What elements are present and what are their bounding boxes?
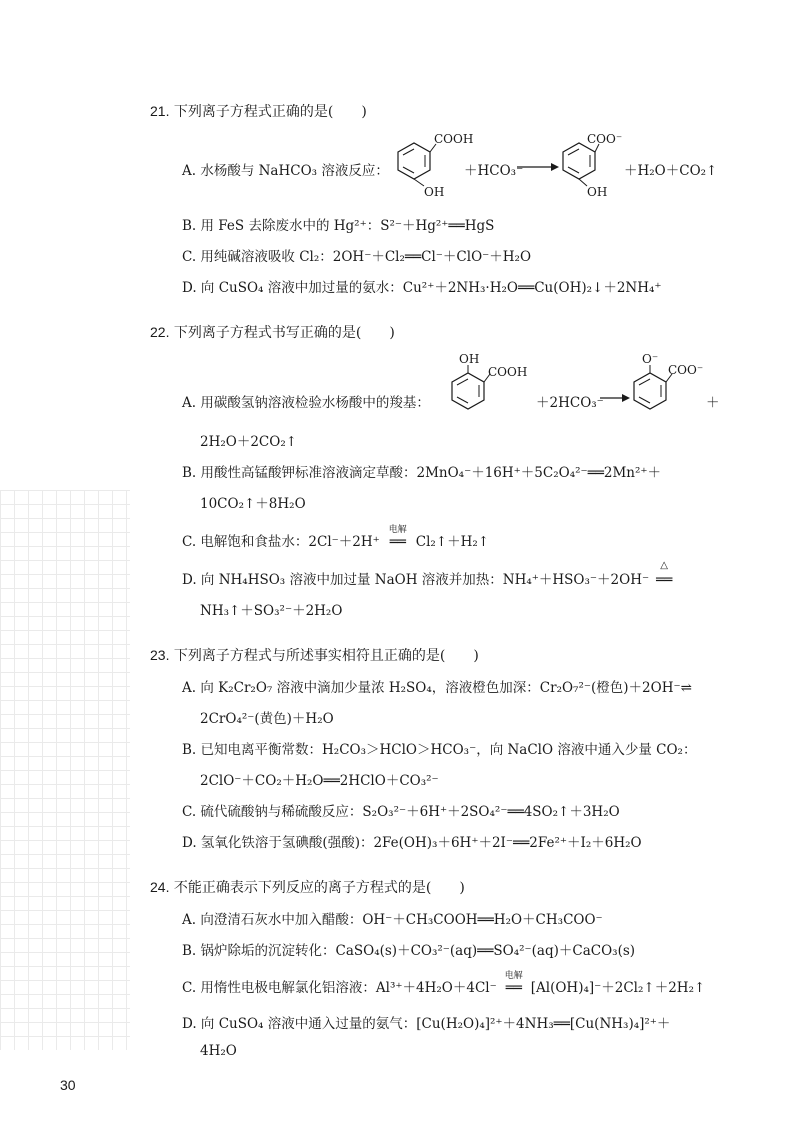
question-number: 24.: [150, 879, 170, 895]
question-22-stem: [150, 322, 395, 342]
q22-option-d-label: D. 向 NH₄HSO₃ 溶液中加过量 NaOH 溶液并加热：NH₄⁺＋HSO₃⁻＋2OH⁻: [182, 572, 650, 588]
reactant-group-label: COOH: [488, 365, 528, 379]
q22-option-d-cont: NH₃↑＋SO₃²⁻＋2H₂O: [200, 603, 343, 619]
q21-option-b: B. 用 FeS 去除废水中的 Hg²⁺：S²⁻＋Hg²⁺══HgS: [182, 218, 495, 234]
question-21-stem: [150, 101, 367, 121]
question-number: 23.: [150, 647, 170, 663]
q23-option-a-cont: 2CrO₄²⁻(黄色)＋H₂O: [200, 711, 334, 727]
product-oh-label: OH: [587, 185, 608, 199]
q22-option-a-mid: ＋2HCO₃⁻: [536, 395, 604, 411]
q23-option-c: C. 硫代硫酸钠与稀硫酸反应：S₂O₃²⁻＋6H⁺＋2SO₄²⁻══4SO₂↑＋3H₂O: [182, 804, 620, 820]
question-text: 下列离子方程式书写正确的是( ): [173, 325, 395, 341]
q21-option-c: C. 用纯碱溶液吸收 Cl₂：2OH⁻＋Cl₂══Cl⁻＋ClO⁻＋H₂O: [182, 249, 532, 265]
q23-option-b: B. 已知电离平衡常数：H₂CO₃＞HClO＞HCO₃⁻，向 NaClO 溶液中通入少量 CO₂：: [182, 742, 697, 758]
q23-option-b-cont: 2ClO⁻＋CO₂＋H₂O══2HClO＋CO₃²⁻: [200, 773, 439, 789]
page-number: 30: [60, 1077, 76, 1093]
question-23-stem: [150, 645, 479, 665]
q22-option-a-cont: 2H₂O＋2CO₂↑: [200, 434, 298, 450]
q24-option-c-label: C. 用惰性电极电解氯化铝溶液：Al³⁺＋4H₂O＋4Cl⁻: [182, 980, 497, 996]
question-text: 不能正确表示下列反应的离子方程式的是( ): [173, 880, 465, 896]
q24-option-d: D. 向 CuSO₄ 溶液中通入过量的氨气：[Cu(H₂O)₄]²⁺＋4NH₃══[Cu(NH₃)₄]²⁺＋: [182, 1016, 671, 1032]
q21-option-a-tail: ＋H₂O＋CO₂↑: [624, 163, 718, 179]
q23-option-a: A. 向 K₂Cr₂O₇ 溶液中滴加少量浓 H₂SO₄，溶液橙色加深：Cr₂O₇²⁻(橙色)＋2OH⁻⇌: [182, 680, 692, 696]
q21-option-a-mid: ＋HCO₃⁻: [464, 163, 524, 179]
question-number: 22.: [150, 324, 170, 340]
electrolysis-condition: 电解: [388, 525, 407, 535]
reaction-arrow-and-product: [517, 130, 627, 200]
q24-option-d-cont: 4H₂O: [200, 1043, 237, 1059]
q22-option-b-cont: 10CO₂↑＋8H₂O: [200, 496, 306, 512]
q22-option-b: B. 用酸性高锰酸钾标准溶液滴定草酸：2MnO₄⁻＋16H⁺＋5C₂O₄²⁻══2Mn²⁺＋: [182, 465, 662, 481]
q22-option-c: C. 电解饱和食盐水：2Cl⁻＋2H⁺ 电解 ══ Cl₂↑＋H₂↑: [182, 530, 489, 550]
question-24-stem: [150, 877, 465, 897]
salicylic-acid-structure: [376, 130, 474, 200]
q22-option-c-tail: Cl₂↑＋H₂↑: [415, 534, 490, 550]
reactant-oh-label: OH: [424, 185, 445, 199]
electrolysis-condition: 电解: [504, 971, 523, 981]
reactant-oh-label: OH: [459, 352, 480, 366]
question-text: 下列离子方程式正确的是( ): [173, 104, 367, 120]
q22-option-c-label: C. 电解饱和食盐水：2Cl⁻＋2H⁺: [182, 534, 380, 550]
product-o-label: O⁻: [642, 352, 659, 366]
q22-option-d: D. 向 NH₄HSO₃ 溶液中加过量 NaOH 溶液并加热：NH₄⁺＋HSO₃⁻＋2OH⁻ △ ══: [182, 568, 679, 588]
q22-option-a-plus: ＋: [706, 395, 720, 411]
salicylic-acid-structure: [444, 352, 544, 422]
q23-option-d: D. 氢氧化铁溶于氢碘酸(强酸)：2Fe(OH)₃＋6H⁺＋2I⁻══2Fe²⁺＋I₂＋6H₂O: [182, 835, 642, 851]
heat-condition: △: [660, 560, 668, 571]
q22-option-a-label: A. 用碳酸氢钠溶液检验水杨酸中的羧基：: [182, 395, 430, 411]
reactant-group-label: COOH: [434, 132, 474, 146]
question-number: 21.: [150, 103, 170, 119]
product-group-label: COO⁻: [668, 363, 704, 377]
q24-option-b: B. 锅炉除垢的沉淀转化：CaSO₄(s)＋CO₃²⁻(aq)══SO₄²⁻(aq)＋CaCO₃(s): [182, 943, 636, 959]
q21-option-a-label: A. 水杨酸与 NaHCO₃ 溶液反应：: [182, 163, 389, 179]
question-text: 下列离子方程式与所述事实相符且正确的是( ): [173, 648, 479, 664]
q24-option-a: A. 向澄清石灰水中加入醋酸：OH⁻＋CH₃COOH══H₂O＋CH₃COO⁻: [182, 912, 603, 928]
reaction-arrow-and-product: [600, 352, 705, 422]
q24-option-c: C. 用惰性电极电解氯化铝溶液：Al³⁺＋4H₂O＋4Cl⁻ 电解 ══ [Al(OH)₄]⁻＋2Cl₂↑＋2H₂↑: [182, 976, 705, 996]
q21-option-d: D. 向 CuSO₄ 溶液中加过量的氨水：Cu²⁺＋2NH₃·H₂O══Cu(OH)₂↓＋2NH₄⁺: [182, 280, 662, 296]
q24-option-c-tail: [Al(OH)₄]⁻＋2Cl₂↑＋2H₂↑: [530, 980, 706, 996]
product-group-label: COO⁻: [587, 132, 623, 146]
